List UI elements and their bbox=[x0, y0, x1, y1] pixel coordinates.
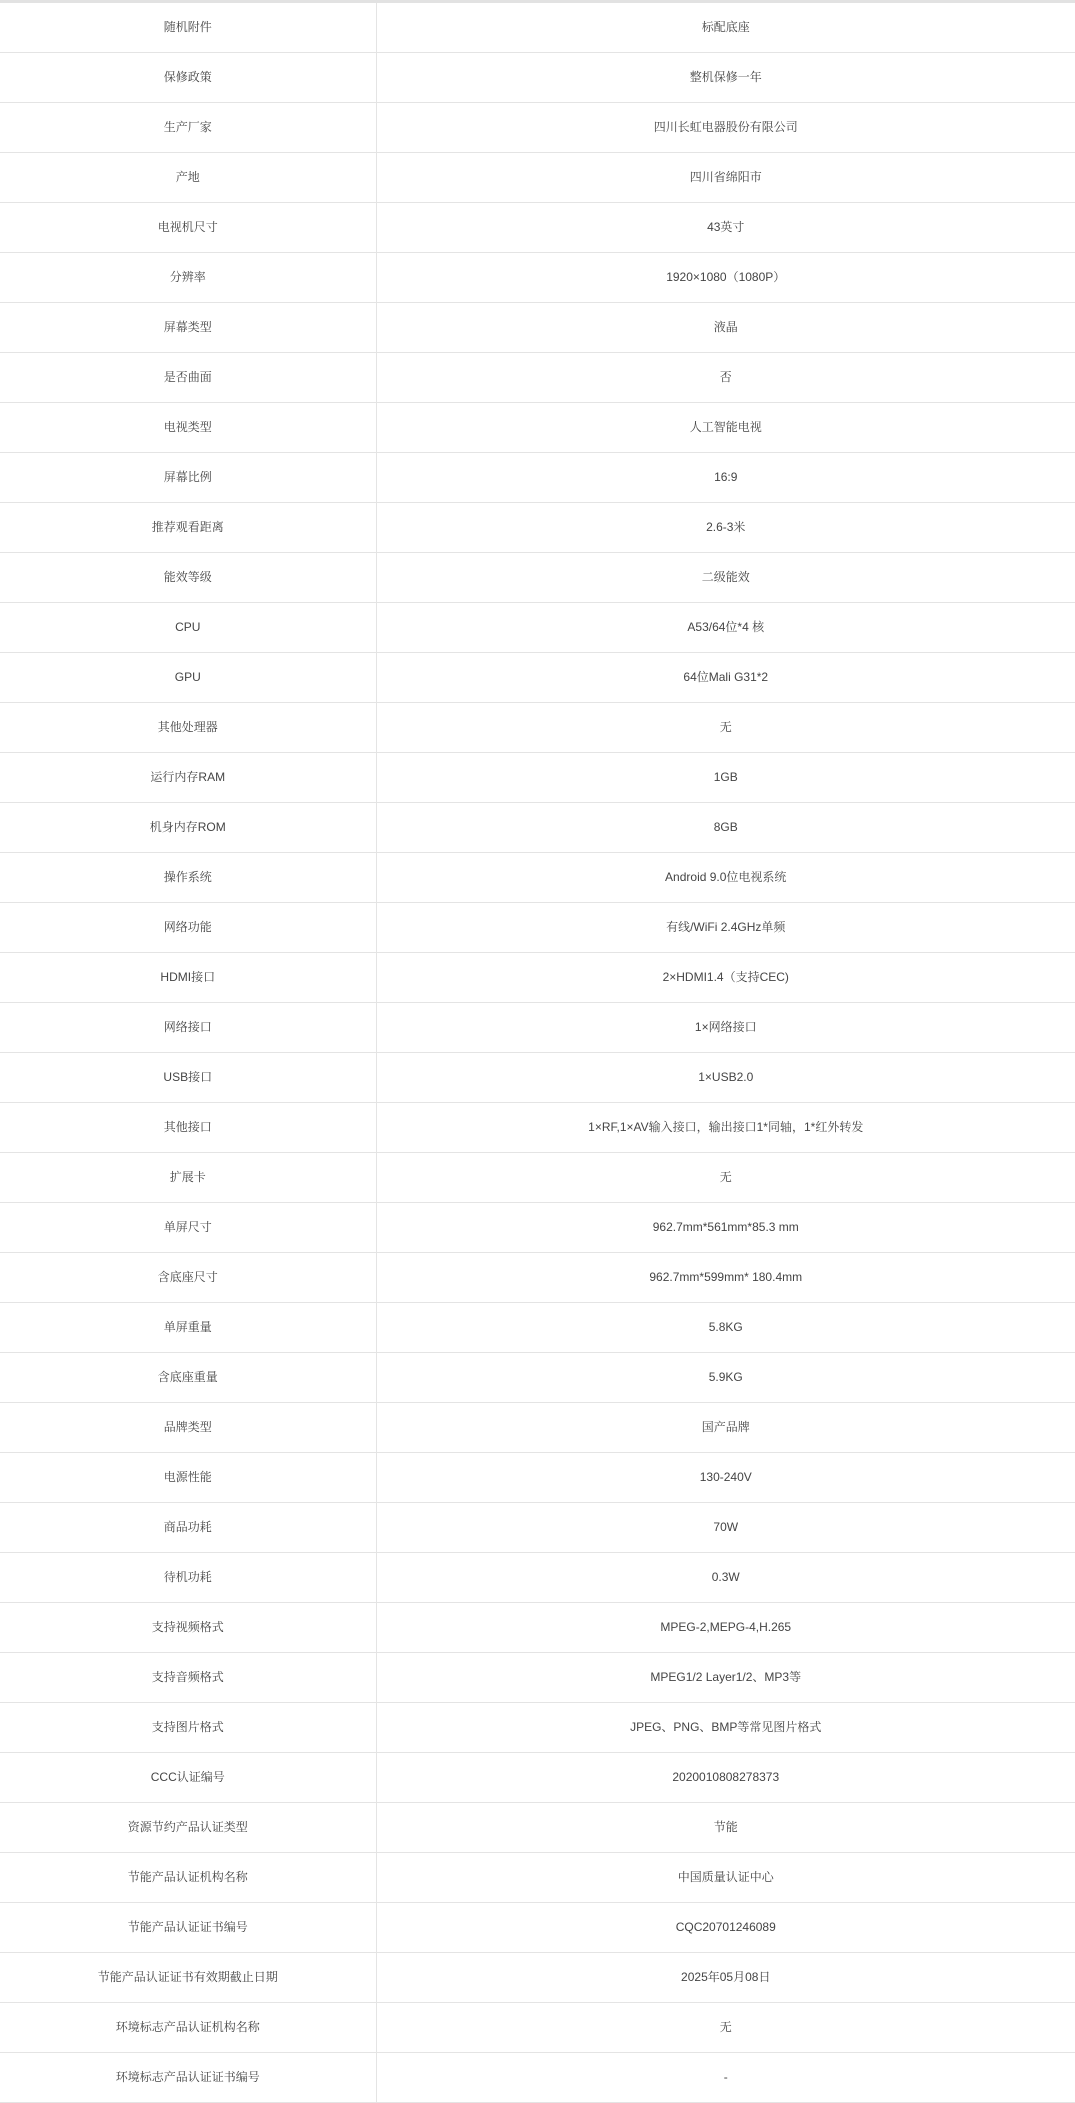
spec-label: 支持音频格式 bbox=[0, 1653, 376, 1703]
spec-value: 液晶 bbox=[376, 303, 1075, 353]
spec-value: 节能 bbox=[376, 1803, 1075, 1853]
spec-label: CPU bbox=[0, 603, 376, 653]
spec-row bbox=[0, 1953, 1075, 2003]
spec-label: 扩展卡 bbox=[0, 1153, 376, 1203]
spec-label: GPU bbox=[0, 653, 376, 703]
spec-row bbox=[0, 3, 1075, 53]
spec-value: 70W bbox=[376, 1503, 1075, 1553]
spec-label: 商品功耗 bbox=[0, 1503, 376, 1553]
spec-row bbox=[0, 153, 1075, 203]
spec-row bbox=[0, 853, 1075, 903]
spec-value: CQC20701246089 bbox=[376, 1903, 1075, 1953]
spec-value: 无 bbox=[376, 2003, 1075, 2053]
spec-row bbox=[0, 753, 1075, 803]
spec-row bbox=[0, 1703, 1075, 1753]
spec-row bbox=[0, 1053, 1075, 1103]
spec-label: 是否曲面 bbox=[0, 353, 376, 403]
spec-label: 网络接口 bbox=[0, 1003, 376, 1053]
spec-row bbox=[0, 503, 1075, 553]
spec-label: USB接口 bbox=[0, 1053, 376, 1103]
spec-table-body bbox=[0, 3, 1075, 2103]
spec-label: 屏幕类型 bbox=[0, 303, 376, 353]
spec-row bbox=[0, 1303, 1075, 1353]
spec-label: 节能产品认证证书有效期截止日期 bbox=[0, 1953, 376, 2003]
spec-label: 分辨率 bbox=[0, 253, 376, 303]
spec-value: - bbox=[376, 2053, 1075, 2103]
spec-row bbox=[0, 1103, 1075, 1153]
spec-label: 操作系统 bbox=[0, 853, 376, 903]
spec-label: 机身内存ROM bbox=[0, 803, 376, 853]
spec-value: 2.6-3米 bbox=[376, 503, 1075, 553]
spec-label: 生产厂家 bbox=[0, 103, 376, 153]
spec-row bbox=[0, 1653, 1075, 1703]
spec-row bbox=[0, 903, 1075, 953]
spec-label: 产地 bbox=[0, 153, 376, 203]
spec-row bbox=[0, 353, 1075, 403]
spec-label: 含底座重量 bbox=[0, 1353, 376, 1403]
spec-row bbox=[0, 53, 1075, 103]
spec-label: 推荐观看距离 bbox=[0, 503, 376, 553]
spec-label: 电视机尺寸 bbox=[0, 203, 376, 253]
spec-row bbox=[0, 1803, 1075, 1853]
spec-label: 网络功能 bbox=[0, 903, 376, 953]
spec-row bbox=[0, 1603, 1075, 1653]
spec-label: 保修政策 bbox=[0, 53, 376, 103]
spec-row bbox=[0, 1453, 1075, 1503]
spec-row bbox=[0, 1203, 1075, 1253]
spec-value: 无 bbox=[376, 703, 1075, 753]
spec-row bbox=[0, 803, 1075, 853]
spec-label: 含底座尺寸 bbox=[0, 1253, 376, 1303]
spec-value: 0.3W bbox=[376, 1553, 1075, 1603]
spec-label: 其他处理器 bbox=[0, 703, 376, 753]
spec-row bbox=[0, 403, 1075, 453]
spec-row bbox=[0, 553, 1075, 603]
spec-label: HDMI接口 bbox=[0, 953, 376, 1003]
spec-value: 16:9 bbox=[376, 453, 1075, 503]
spec-row bbox=[0, 653, 1075, 703]
spec-value: 5.9KG bbox=[376, 1353, 1075, 1403]
spec-label: 支持视频格式 bbox=[0, 1603, 376, 1653]
spec-label: 节能产品认证机构名称 bbox=[0, 1853, 376, 1903]
spec-row bbox=[0, 1353, 1075, 1403]
spec-row bbox=[0, 2053, 1075, 2103]
spec-row bbox=[0, 1853, 1075, 1903]
spec-label: 环境标志产品认证机构名称 bbox=[0, 2003, 376, 2053]
spec-value: 8GB bbox=[376, 803, 1075, 853]
spec-value: 有线/WiFi 2.4GHz单频 bbox=[376, 903, 1075, 953]
spec-value: MPEG1/2 Layer1/2、MP3等 bbox=[376, 1653, 1075, 1703]
spec-table bbox=[0, 3, 1075, 2103]
spec-value: 1×RF,1×AV输入接口，输出接口1*同轴，1*红外转发 bbox=[376, 1103, 1075, 1153]
spec-row bbox=[0, 103, 1075, 153]
spec-value: 2020010808278373 bbox=[376, 1753, 1075, 1803]
spec-label: 资源节约产品认证类型 bbox=[0, 1803, 376, 1853]
spec-value: 962.7mm*561mm*85.3 mm bbox=[376, 1203, 1075, 1253]
spec-row bbox=[0, 303, 1075, 353]
spec-value: 二级能效 bbox=[376, 553, 1075, 603]
spec-row bbox=[0, 1153, 1075, 1203]
spec-label: 电源性能 bbox=[0, 1453, 376, 1503]
spec-row bbox=[0, 1003, 1075, 1053]
spec-row bbox=[0, 453, 1075, 503]
spec-label: 支持图片格式 bbox=[0, 1703, 376, 1753]
spec-value: 130-240V bbox=[376, 1453, 1075, 1503]
spec-value: 否 bbox=[376, 353, 1075, 403]
spec-value: 2025年05月08日 bbox=[376, 1953, 1075, 2003]
spec-row bbox=[0, 1253, 1075, 1303]
spec-row bbox=[0, 1903, 1075, 1953]
spec-label: 其他接口 bbox=[0, 1103, 376, 1153]
spec-row bbox=[0, 603, 1075, 653]
spec-label: 电视类型 bbox=[0, 403, 376, 453]
spec-value: 国产品牌 bbox=[376, 1403, 1075, 1453]
spec-value: 962.7mm*599mm* 180.4mm bbox=[376, 1253, 1075, 1303]
spec-label: 运行内存RAM bbox=[0, 753, 376, 803]
spec-label: 环境标志产品认证证书编号 bbox=[0, 2053, 376, 2103]
spec-row bbox=[0, 1753, 1075, 1803]
spec-row bbox=[0, 253, 1075, 303]
spec-row bbox=[0, 1553, 1075, 1603]
spec-row bbox=[0, 1503, 1075, 1553]
spec-value: 43英寸 bbox=[376, 203, 1075, 253]
spec-value: 整机保修一年 bbox=[376, 53, 1075, 103]
spec-label: 品牌类型 bbox=[0, 1403, 376, 1453]
spec-label: 节能产品认证证书编号 bbox=[0, 1903, 376, 1953]
spec-value: Android 9.0位电视系统 bbox=[376, 853, 1075, 903]
spec-value: 5.8KG bbox=[376, 1303, 1075, 1353]
spec-value: MPEG-2,MEPG-4,H.265 bbox=[376, 1603, 1075, 1653]
spec-label: 随机附件 bbox=[0, 3, 376, 53]
spec-value: 64位Mali G31*2 bbox=[376, 653, 1075, 703]
spec-value: 中国质量认证中心 bbox=[376, 1853, 1075, 1903]
spec-label: CCC认证编号 bbox=[0, 1753, 376, 1803]
spec-value: 2×HDMI1.4（支持CEC) bbox=[376, 953, 1075, 1003]
spec-value: 人工智能电视 bbox=[376, 403, 1075, 453]
spec-row bbox=[0, 203, 1075, 253]
spec-value: 标配底座 bbox=[376, 3, 1075, 53]
spec-value: 四川省绵阳市 bbox=[376, 153, 1075, 203]
spec-label: 单屏尺寸 bbox=[0, 1203, 376, 1253]
spec-row bbox=[0, 703, 1075, 753]
spec-row bbox=[0, 2003, 1075, 2053]
spec-label: 屏幕比例 bbox=[0, 453, 376, 503]
spec-value: 1GB bbox=[376, 753, 1075, 803]
spec-value: JPEG、PNG、BMP等常见图片格式 bbox=[376, 1703, 1075, 1753]
spec-value: 1920×1080（1080P） bbox=[376, 253, 1075, 303]
spec-value: 1×USB2.0 bbox=[376, 1053, 1075, 1103]
spec-label: 待机功耗 bbox=[0, 1553, 376, 1603]
spec-label: 能效等级 bbox=[0, 553, 376, 603]
spec-value: 1×网络接口 bbox=[376, 1003, 1075, 1053]
spec-label: 单屏重量 bbox=[0, 1303, 376, 1353]
spec-value: 四川长虹电器股份有限公司 bbox=[376, 103, 1075, 153]
spec-row bbox=[0, 1403, 1075, 1453]
spec-value: 无 bbox=[376, 1153, 1075, 1203]
spec-row bbox=[0, 953, 1075, 1003]
spec-value: A53/64位*4 核 bbox=[376, 603, 1075, 653]
